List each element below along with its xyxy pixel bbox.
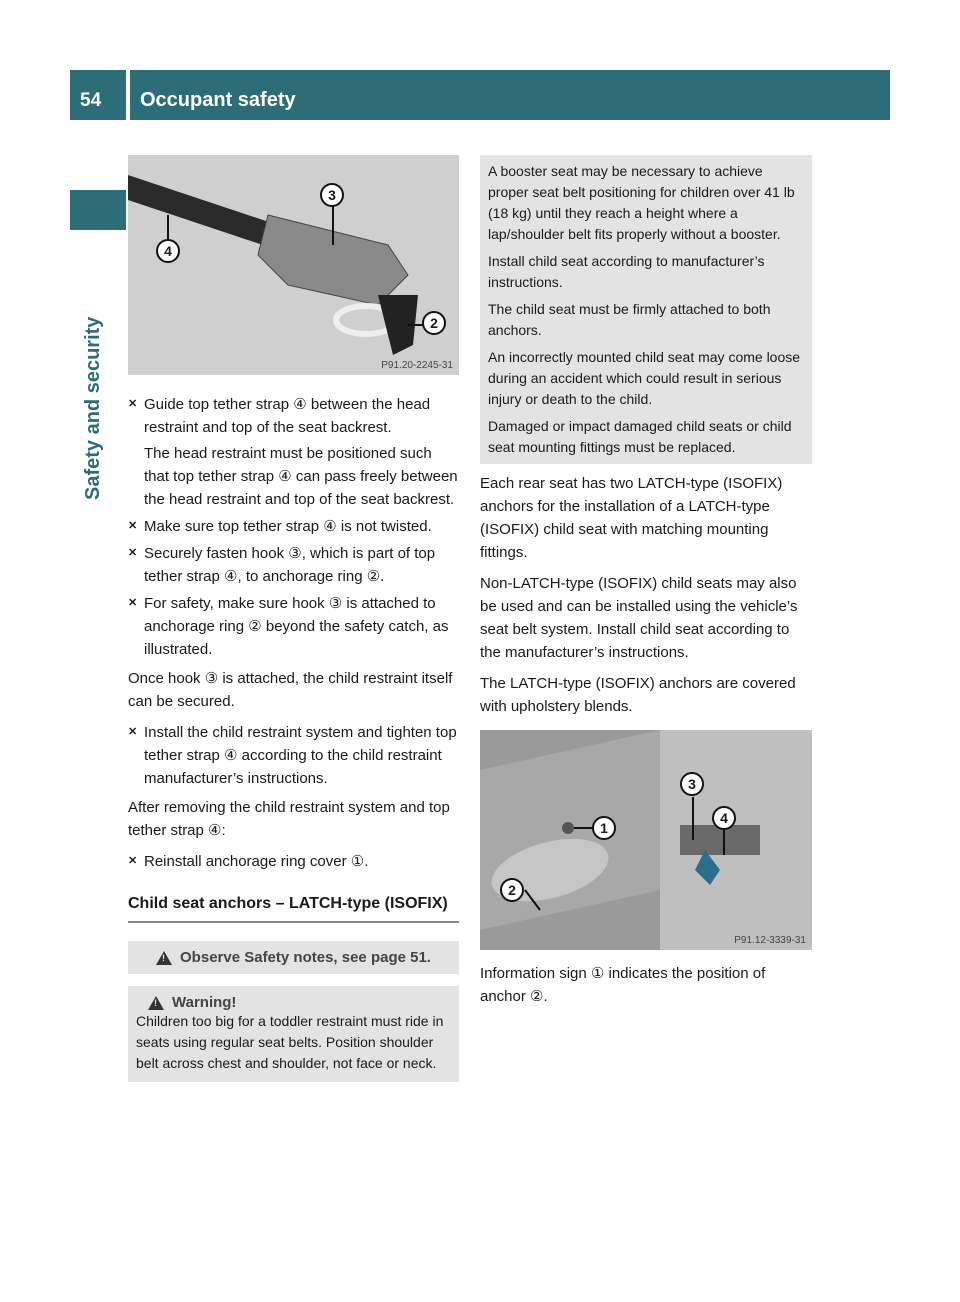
callout-4: 4: [156, 239, 180, 263]
info-text: A booster seat may be necessary to achieve proper seat belt positioning for children over 41 lb (18 kg) until they reach a height where a lap/shoulder belt fits properly without a booster.: [488, 163, 795, 242]
steps-list-1: [128, 393, 459, 661]
callout-4: 4: [712, 806, 736, 830]
steps-list-3: [128, 850, 459, 873]
paragraph: Each rear seat has two LATCH-type (ISOFIX) anchors for the installation of a LATCH-type (ISOFIX) child seat with matching mounting fittings.: [480, 475, 783, 561]
side-tab-label: Safety and security: [82, 316, 104, 500]
side-tab-marker: [70, 190, 126, 230]
tether-strap-figure: [128, 155, 459, 375]
warning-icon: [148, 996, 164, 1010]
step-item: [128, 850, 459, 873]
callout-2: 2: [422, 311, 446, 335]
callout-3: 3: [680, 772, 704, 796]
warning-title: Warning!: [172, 994, 237, 1011]
section-heading: Child seat anchors – LATCH-type (ISOFIX): [128, 893, 459, 923]
paragraph: Non-LATCH-type (ISOFIX) child seats may also be used and can be installed using the vehicle’s seat belt system. Install child seat according to the manufacturer’s instructions.: [480, 575, 798, 661]
paragraph: Information sign ① indicates the position of anchor ②.: [480, 965, 766, 1005]
tether-strap-illustration: [128, 155, 459, 375]
right-paragraphs: [480, 472, 812, 718]
step-text: Securely fasten hook ③, which is part of top tether strap ④, to anchorage ring ②.: [144, 545, 436, 585]
step-subtext: The head restraint must be positioned such that top tether strap ④ can pass freely between the head restraint and top of the seat backrest.: [144, 445, 458, 508]
warning-box: [128, 986, 459, 1082]
step-text: Make sure top tether strap ④ is not twisted.: [144, 518, 432, 535]
warning-text: Children too big for a toddler restraint must ride in seats using regular seat belts. Position shoulder belt across chest and shoulder, not face or neck.: [136, 1013, 444, 1071]
callout-2: 2: [500, 878, 524, 902]
step-item: [128, 592, 459, 661]
info-text: An incorrectly mounted child seat may come loose during an accident which could result in serious injury or death to the child.: [488, 349, 801, 407]
left-column: [128, 155, 459, 1082]
step-text: Guide top tether strap ④ between the head restraint and top of the seat backrest.: [144, 396, 431, 436]
step-text: Install the child restraint system and tighten top tether strap ④ according to the child restraint manufacturer’s instructions.: [144, 724, 457, 787]
note-text: Observe Safety notes, see page 51.: [180, 949, 431, 966]
section-title: Occupant safety: [130, 70, 890, 120]
steps-list-2: [128, 721, 459, 790]
callout-1: 1: [592, 816, 616, 840]
isofix-anchor-figure: [480, 730, 812, 950]
step-text: Reinstall anchorage ring cover ①.: [144, 853, 369, 870]
info-text: Damaged or impact damaged child seats or child seat mounting fittings must be replaced.: [488, 418, 792, 455]
info-text: The child seat must be firmly attached to both anchors.: [488, 301, 771, 338]
info-box: [480, 155, 812, 464]
step-item: [128, 515, 459, 538]
page-number: 54: [70, 70, 126, 120]
warning-icon: [156, 951, 172, 965]
paragraph: Once hook ③ is attached, the child restraint itself can be secured.: [128, 670, 453, 710]
info-text: Install child seat according to manufacturer’s instructions.: [488, 253, 765, 290]
page-header: [70, 70, 890, 120]
paragraph: After removing the child restraint system and top tether strap ④:: [128, 799, 450, 839]
step-item: [128, 393, 459, 511]
isofix-anchor-illustration: [480, 730, 812, 950]
right-column: [480, 155, 812, 1008]
figure-code: P91.20-2245-31: [381, 360, 453, 371]
note-box: [128, 941, 459, 974]
paragraph: The LATCH-type (ISOFIX) anchors are covered with upholstery blends.: [480, 675, 796, 715]
step-item: [128, 542, 459, 588]
callout-3: 3: [320, 183, 344, 207]
step-text: For safety, make sure hook ③ is attached to anchorage ring ② beyond the safety catch, as illustrated.: [144, 595, 449, 658]
step-item: [128, 721, 459, 790]
figure-code: P91.12-3339-31: [734, 935, 806, 946]
